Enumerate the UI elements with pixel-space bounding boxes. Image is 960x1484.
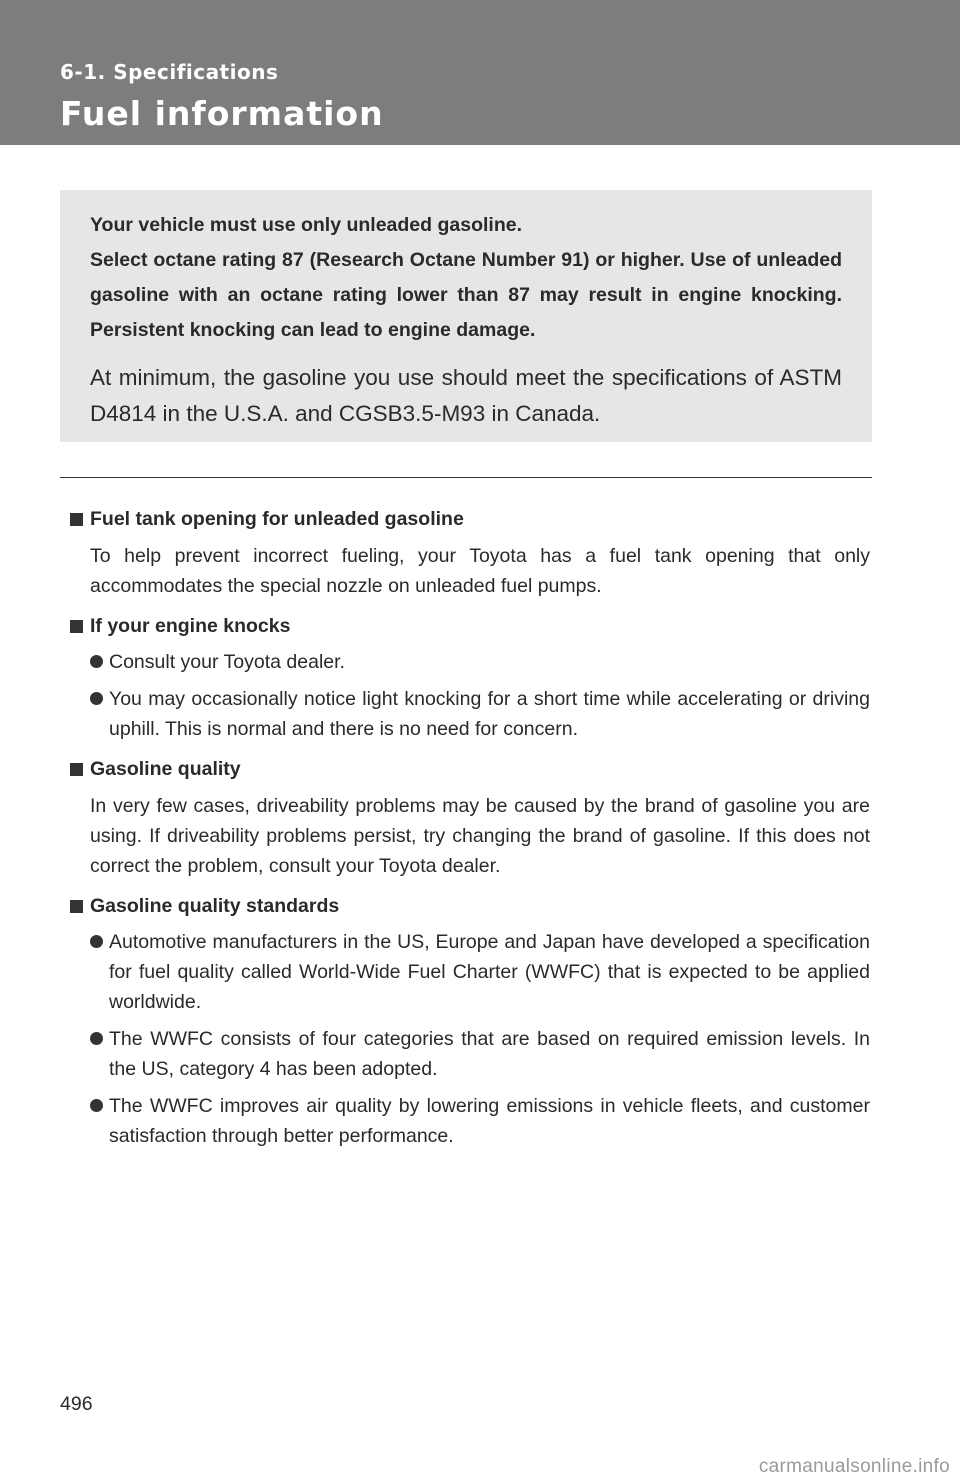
- section-heading: [70, 893, 870, 920]
- list-item-text: Consult your Toyota dealer.: [109, 651, 345, 673]
- section-heading-text: Gasoline quality: [90, 758, 241, 780]
- square-bullet-icon: [70, 513, 83, 526]
- square-bullet-icon: [70, 620, 83, 633]
- notice-line: Your vehicle must use only unleaded gasoline.: [90, 214, 522, 236]
- section-heading: [70, 506, 870, 533]
- list-item: [90, 927, 870, 1017]
- notice-bold-text: [90, 208, 842, 348]
- notice-box: [60, 190, 872, 442]
- notice-standards-text: At minimum, the gasoline you use should meet the specifications of ASTM D4814 in the U.S.A. and CGSB3.5-M93 in Canada.: [90, 365, 842, 426]
- page-title: Fuel information: [60, 94, 384, 133]
- section-engine-knocks: [70, 613, 870, 744]
- page-number: 496: [60, 1393, 93, 1415]
- notice-line: Select octane rating 87 (Research Octane Number 91) or higher. Use of unleaded gasoline with an octane rating lower than 87 may result in engine knocking. Persistent knocking can lead to engine damage.: [90, 249, 842, 341]
- section-heading: [70, 756, 870, 783]
- list-item: [90, 1024, 870, 1084]
- circle-bullet-icon: [90, 1032, 103, 1045]
- watermark: carmanualsonline.info: [758, 1456, 950, 1477]
- section-heading-text: Gasoline quality standards: [90, 895, 340, 917]
- list-item-text: The WWFC improves air quality by lowering emissions in vehicle fleets, and customer satisfaction through better performance.: [109, 1095, 870, 1147]
- circle-bullet-icon: [90, 655, 103, 668]
- section-paragraph: To help prevent incorrect fueling, your Toyota has a fuel tank opening that only accommodates the special nozzle on unleaded fuel pumps.: [90, 545, 870, 597]
- section-gasoline-quality-standards: [70, 893, 870, 1151]
- square-bullet-icon: [70, 900, 83, 913]
- section-heading-text: If your engine knocks: [90, 615, 291, 637]
- square-bullet-icon: [70, 763, 83, 776]
- list-item: [90, 1091, 870, 1151]
- section-paragraph: In very few cases, driveability problems may be caused by the brand of gasoline you are using. If driveability problems persist, try changing the brand of gasoline. If this does not correct the problem, consult your Toyota dealer.: [90, 795, 870, 877]
- list-item-text: The WWFC consists of four categories that are based on required emission levels. In the US, category 4 has been adopted.: [109, 1028, 870, 1080]
- list-item-text: You may occasionally notice light knocking for a short time while accelerating or driving uphill. This is normal and there is no need for concern.: [109, 688, 870, 740]
- section-gasoline-quality: [70, 756, 870, 881]
- section-label: 6-1. Specifications: [60, 60, 279, 84]
- list-item: [90, 647, 870, 677]
- content: [70, 506, 870, 1163]
- circle-bullet-icon: [90, 1099, 103, 1112]
- list-item: [90, 684, 870, 744]
- circle-bullet-icon: [90, 692, 103, 705]
- circle-bullet-icon: [90, 935, 103, 948]
- section-heading: [70, 613, 870, 640]
- section-fuel-tank-opening: [70, 506, 870, 601]
- section-heading-text: Fuel tank opening for unleaded gasoline: [90, 508, 464, 530]
- divider: [60, 477, 872, 478]
- list-item-text: Automotive manufacturers in the US, Europe and Japan have developed a specification for fuel quality called World-Wide Fuel Charter (WWFC) that is expected to be applied worldwide.: [109, 931, 870, 1013]
